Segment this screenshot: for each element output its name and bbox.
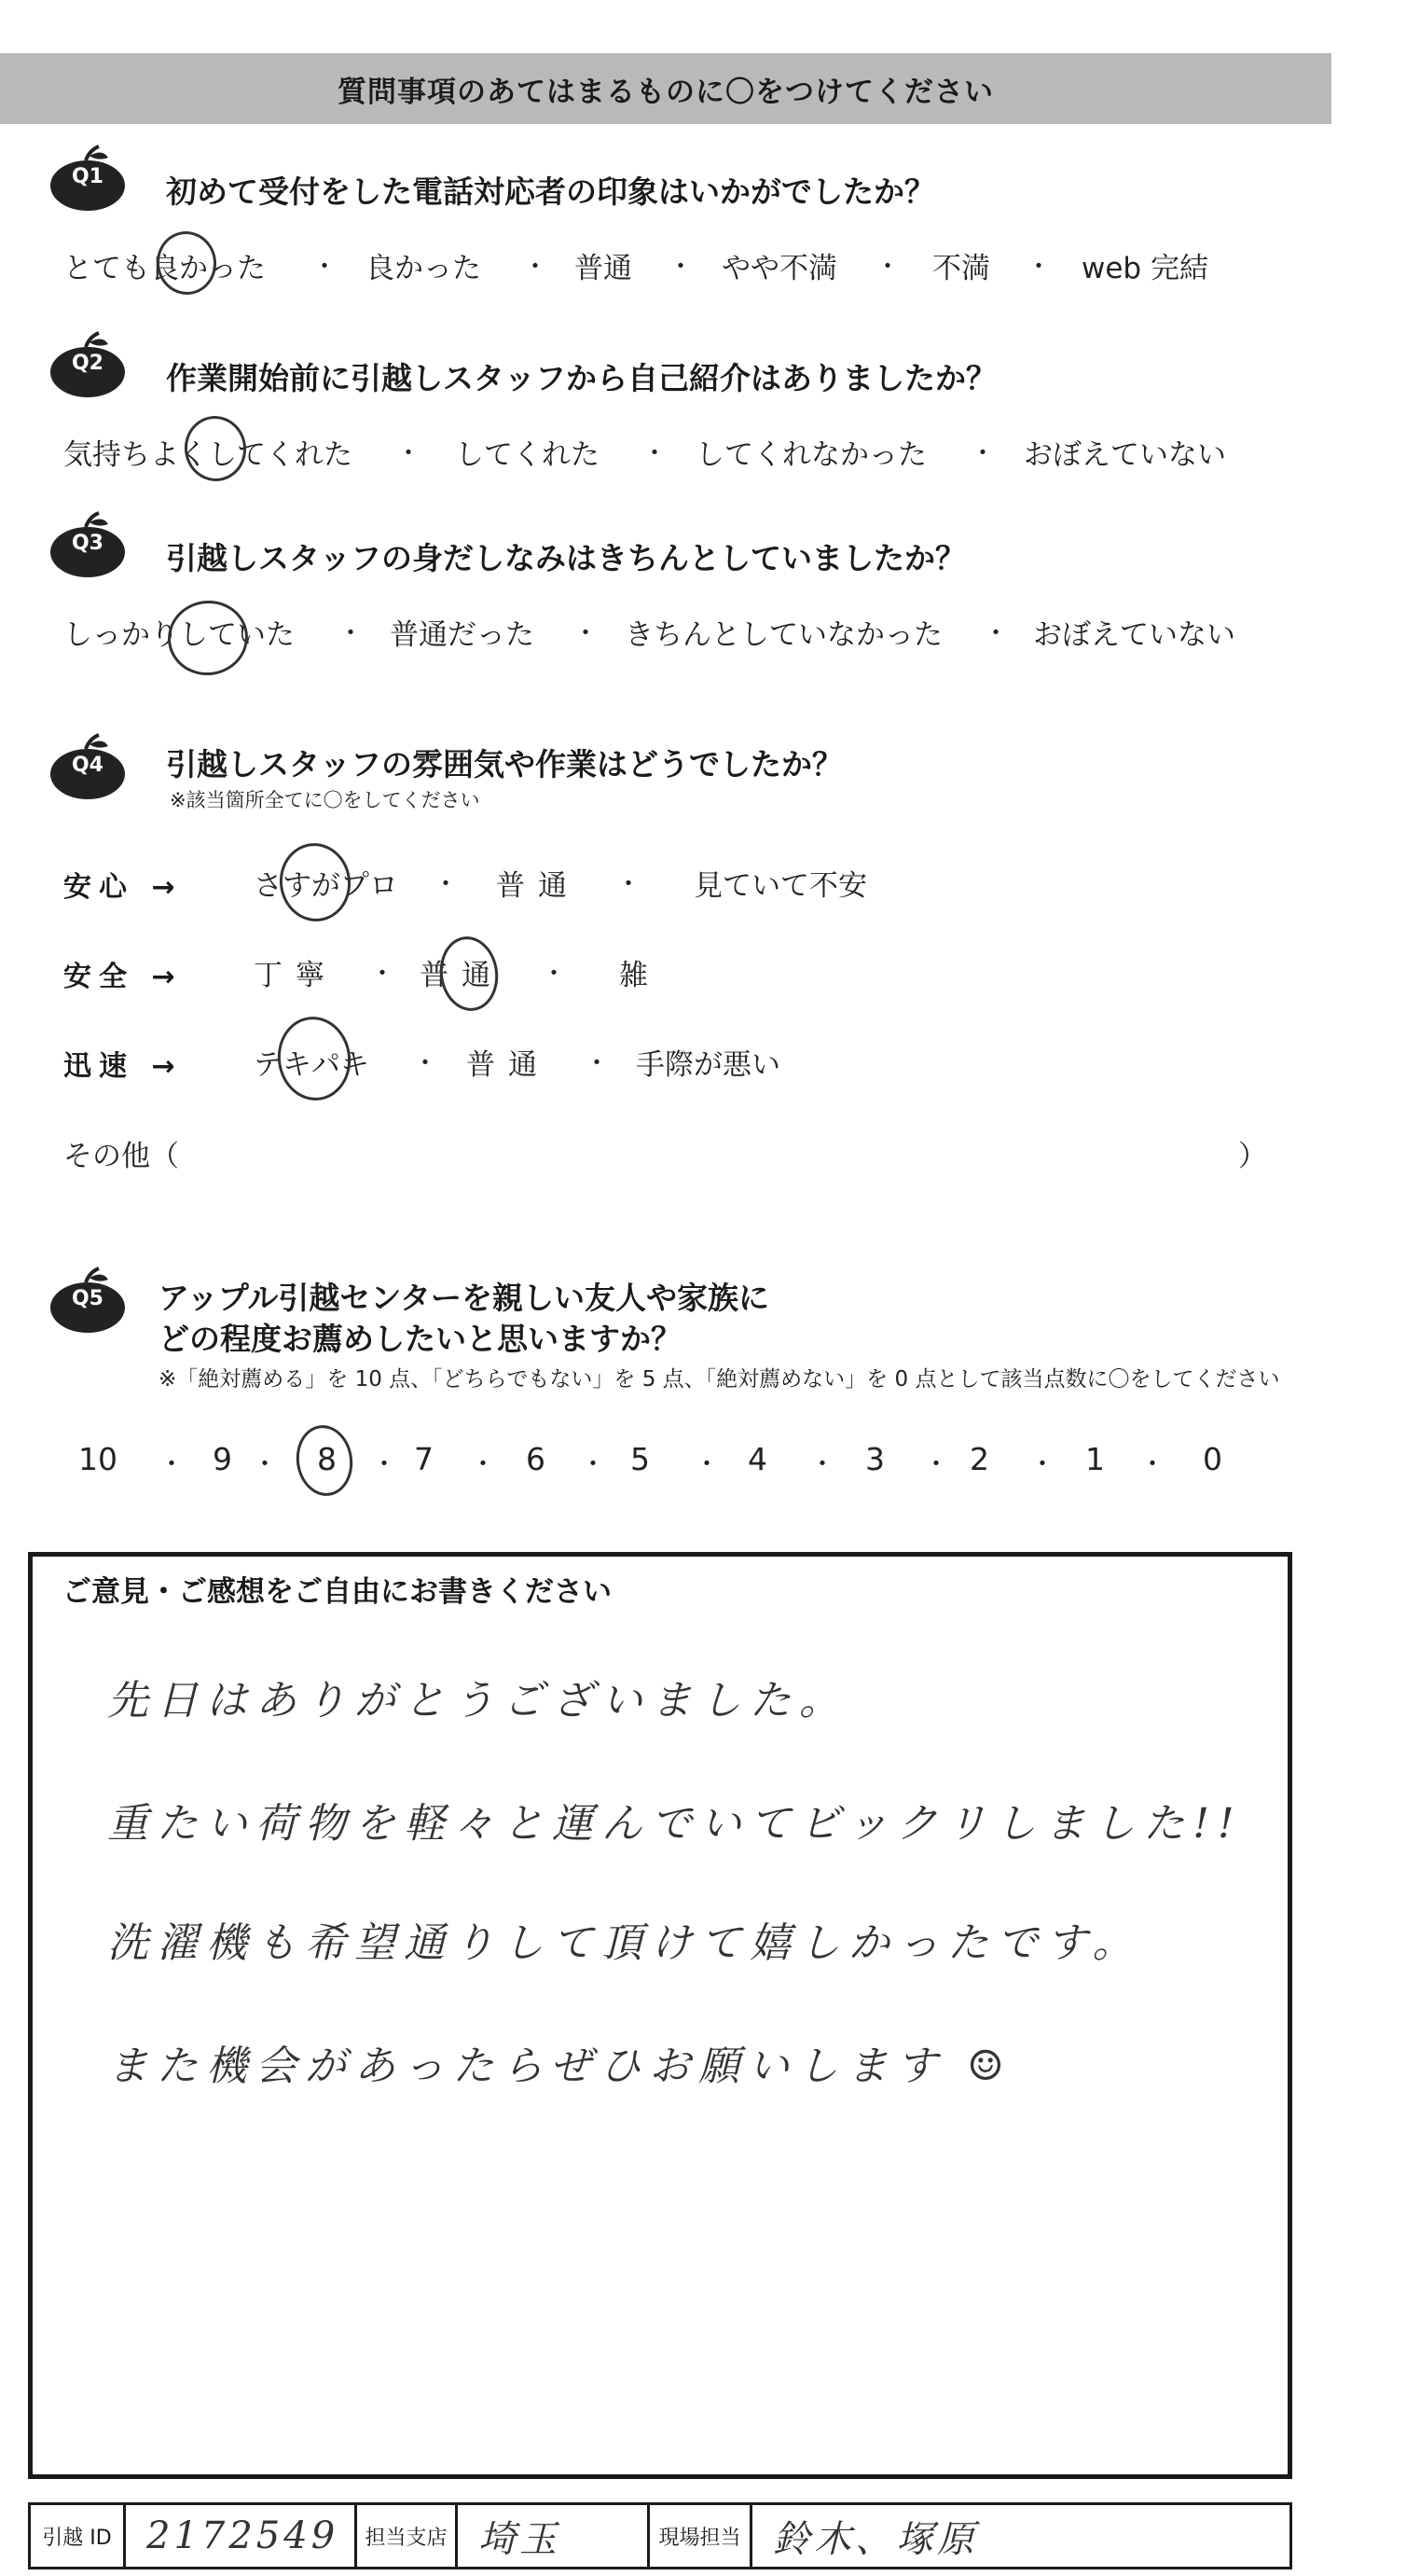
- separator: ・: [433, 868, 460, 899]
- q4-other-input[interactable]: [205, 1119, 1221, 1171]
- separator: ・: [641, 437, 669, 468]
- separator: ・: [159, 1448, 186, 1479]
- q4-anzen-option-2[interactable]: 普通: [420, 959, 503, 992]
- separator: ・: [541, 958, 568, 989]
- separator: ・: [412, 1047, 439, 1078]
- q1-title: 初めて受付をした電話対応者の印象はいかがでしたか？: [166, 173, 935, 210]
- separator: ・: [572, 617, 600, 648]
- q1-option-4[interactable]: やや不満: [722, 252, 837, 285]
- q5-score-3[interactable]: 3: [865, 1441, 885, 1477]
- q5-score-5[interactable]: 5: [630, 1441, 650, 1477]
- q5-score-7[interactable]: 7: [414, 1441, 434, 1477]
- q4-anzen-option-3[interactable]: 雑: [619, 959, 648, 992]
- separator: ・: [252, 1448, 279, 1479]
- q5-title-line2: どの程度お薦めしたいと思いますか？: [159, 1321, 682, 1357]
- separator: ・: [580, 1448, 607, 1479]
- q3-badge: [48, 511, 127, 578]
- separator: ・: [1029, 1448, 1056, 1479]
- q2-badge: [48, 331, 127, 398]
- q1-selection-circle: [153, 228, 221, 298]
- q3-title: 引越しスタッフの身だしなみはきちんとしていましたか？: [166, 540, 966, 576]
- q3-option-3[interactable]: きちんとしていなかった: [625, 618, 943, 652]
- q5-score-4[interactable]: 4: [748, 1441, 767, 1477]
- q5-score-6[interactable]: 6: [526, 1441, 545, 1477]
- separator: ・: [371, 1448, 398, 1479]
- q5-score-2[interactable]: 2: [970, 1441, 989, 1477]
- q4-anzen-selection-circle: [435, 933, 503, 1015]
- q4-jinsoku-option-3[interactable]: 手際が悪い: [636, 1048, 780, 1082]
- branch-label: 担当支店: [357, 2505, 458, 2567]
- comment-line-2: 重たい荷物を軽々と運んでいてビックリしました!!: [107, 1800, 1243, 1848]
- q4-note: ※該当箇所全てに〇をしてください: [170, 789, 480, 811]
- separator: ・: [923, 1448, 950, 1479]
- q4-label: Q4: [71, 754, 103, 777]
- q2-option-2[interactable]: してくれた: [455, 438, 600, 472]
- q4-anshin-option-1[interactable]: さすがプロ: [254, 869, 398, 903]
- q4-row-label-jinsoku: [63, 1043, 183, 1084]
- separator: ・: [584, 1047, 611, 1078]
- separator: ・: [395, 437, 422, 468]
- separator: ・: [983, 617, 1010, 648]
- q1-option-6[interactable]: web 完結: [1082, 252, 1208, 285]
- row-label-text: 安全: [63, 961, 134, 993]
- q4-title: 引越しスタッフの雰囲気や作業はどうでしたか？: [166, 746, 843, 782]
- move-id-value[interactable]: 2172549: [126, 2505, 357, 2567]
- separator: ・: [369, 958, 396, 989]
- q4-anzen-option-1[interactable]: 丁寧: [254, 959, 338, 992]
- comment-line-1: 先日はありがとうございました。: [107, 1677, 848, 1724]
- q2-selection-circle: [180, 412, 250, 486]
- q4-badge: [48, 733, 127, 800]
- move-id-label: 引越 ID: [31, 2505, 126, 2567]
- q5-note: ※「絶対薦める」を 10 点、「どちらでもない」を 5 点、「絶対薦めない」を 0 点として該当点数に〇をしてください: [159, 1367, 1280, 1392]
- separator: ・: [1139, 1448, 1166, 1479]
- q2-option-3[interactable]: してくれなかった: [696, 438, 927, 472]
- q4-anshin-selection-circle: [275, 838, 356, 926]
- q5-badge: [48, 1267, 127, 1334]
- q4-other-label: その他（: [63, 1140, 179, 1173]
- comment-box-title: ご意見・ご感想をご自由にお書きください: [62, 1575, 612, 1609]
- q2-title: 作業開始前に引越しスタッフから自己紹介はありましたか？: [166, 360, 997, 396]
- comment-box[interactable]: [28, 1552, 1292, 2479]
- row-label-text: 安心: [63, 871, 134, 904]
- separator: ・: [1026, 251, 1053, 282]
- q5-score-9[interactable]: 9: [213, 1441, 232, 1477]
- q5-score-1[interactable]: 1: [1085, 1441, 1105, 1477]
- separator: ・: [615, 868, 642, 899]
- q4-jinsoku-option-1[interactable]: テキパキ: [254, 1048, 369, 1082]
- arrow-icon: →: [151, 871, 183, 904]
- q2-option-4[interactable]: おぼえていない: [1024, 438, 1226, 472]
- q1-option-1[interactable]: とても良かった: [63, 252, 266, 285]
- q3-option-4[interactable]: おぼえていない: [1033, 618, 1235, 652]
- q4-anshin-option-2[interactable]: 普通: [496, 869, 580, 903]
- q3-label: Q3: [71, 532, 103, 555]
- q2-option-1[interactable]: 気持ちよくしてくれた: [63, 438, 352, 472]
- q3-option-1[interactable]: しっかりしていた: [63, 618, 295, 652]
- separator: ・: [470, 1448, 497, 1479]
- q5-score-0[interactable]: 0: [1203, 1441, 1222, 1477]
- separator: ・: [668, 251, 695, 282]
- q5-selection-circle: [292, 1421, 357, 1500]
- q1-option-5[interactable]: 不満: [932, 252, 990, 285]
- q1-badge: [48, 145, 127, 212]
- separator: ・: [875, 251, 902, 282]
- q5-label: Q5: [71, 1287, 103, 1310]
- q5-score-10[interactable]: 10: [78, 1441, 117, 1477]
- q4-row-label-anzen: [63, 953, 183, 994]
- q4-jinsoku-selection-circle: [272, 1012, 356, 1105]
- q4-other-close: ）: [1238, 1140, 1267, 1173]
- q4-anshin-option-3[interactable]: 見ていて不安: [694, 869, 867, 903]
- separator: ・: [522, 251, 549, 282]
- q1-label: Q1: [71, 165, 103, 188]
- q3-option-2[interactable]: 普通だった: [390, 618, 534, 652]
- arrow-icon: →: [151, 1050, 183, 1083]
- separator: ・: [311, 251, 338, 282]
- staff-label: 現場担当: [650, 2505, 752, 2567]
- separator: ・: [970, 437, 997, 468]
- q4-row-label-anshin: [63, 864, 183, 905]
- form-header-title: 質問事項のあてはまるものに〇をつけてください: [338, 75, 994, 109]
- q3-selection-circle: [163, 595, 253, 680]
- footer-table: [28, 2502, 1292, 2569]
- q5-score-8[interactable]: 8: [317, 1441, 337, 1477]
- q5-title-line1: アップル引越センターを親しい友人や家族に: [159, 1280, 770, 1316]
- separator: ・: [694, 1448, 721, 1479]
- q4-jinsoku-option-2[interactable]: 普通: [466, 1048, 550, 1082]
- branch-value[interactable]: 埼玉: [458, 2505, 650, 2567]
- row-label-text: 迅速: [63, 1050, 134, 1083]
- form-header: [0, 53, 1331, 124]
- separator: ・: [338, 617, 365, 648]
- q1-option-3[interactable]: 普通: [574, 252, 632, 285]
- staff-value[interactable]: 鈴木、塚原: [773, 2517, 978, 2561]
- separator: ・: [809, 1448, 836, 1479]
- comment-line-4: また機会があったらぜひお願いします ☺: [107, 2043, 1013, 2090]
- q1-option-2[interactable]: 良かった: [365, 252, 481, 285]
- arrow-icon: →: [151, 961, 183, 993]
- comment-line-3: 洗濯機も希望通りして頂けて嬉しかったです。: [107, 1919, 1142, 1967]
- q2-label: Q2: [71, 352, 103, 375]
